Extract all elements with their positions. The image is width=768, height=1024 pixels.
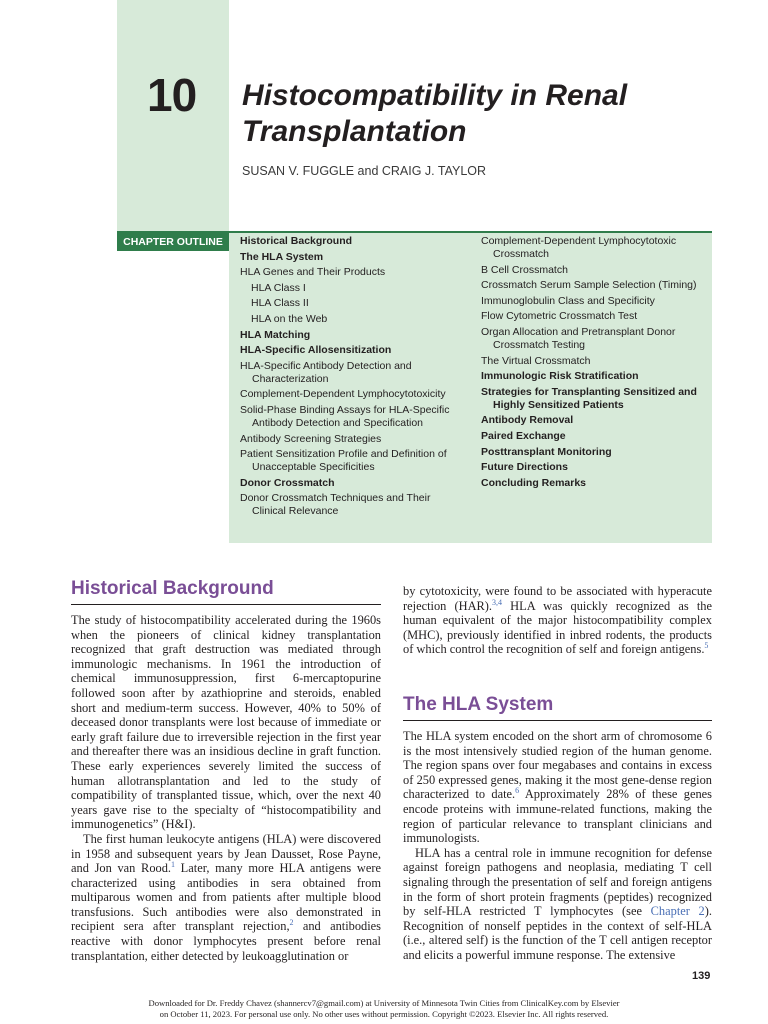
section-heading-historical-background: Historical Background	[71, 578, 274, 599]
chapter-authors: SUSAN V. FUGGLE and CRAIG J. TAYLOR	[242, 164, 487, 178]
section-heading-rule	[71, 604, 381, 605]
outline-item[interactable]: The Virtual Crossmatch	[481, 354, 591, 367]
paragraph: by cytotoxicity, were found to be associated with hyperacute rejection (HAR).$^{3,4}$ HLA was quickly recognized as the human equivalent of the major histocompatibility complex (MHC), previously identified in inbred rodents, the products of which control the recognition of self and foreign antigens.$^5$	[403, 584, 712, 657]
paragraph: The HLA system encoded on the short arm of chromosome 6 is the most intensively studied region of the human genome. The region spans over four megabases and contains in excess of 250 expressed genes, making it the most gene-dense region characterized to date.$^6$ Approximately 28% of these genes encode proteins with immune-related functions, making the region of particular relevance to transplant clinicians and immunologists.	[403, 729, 713, 846]
chapter-number: 10	[147, 69, 197, 121]
reference-link[interactable]: 1	[171, 859, 175, 869]
reference-link[interactable]: 6	[515, 786, 520, 796]
reference-link[interactable]: 2	[289, 918, 294, 928]
outline-item[interactable]: Immunologic Risk Stratification	[481, 370, 639, 383]
outline-item[interactable]: HLA-Specific Antibody Detection and Characterization	[240, 359, 412, 385]
outline-item[interactable]: HLA Class I	[251, 281, 306, 294]
paragraph: The first human leukocyte antigens (HLA) were discovered in 1958 and subsequent years by Jean Dausset, Rose Payne, and Jon van Rood.$^1$ Later, many more HLA antigens were characterized using antibodies in sera obtained from multiparous women and from patients after multiple blood transfusions. Such antibodies were also demonstrated in recipient sera after transplant rejection,$^2$ and antibodies reactive with donor lymphocytes present before renal transplantation, either detected by leukoagglutination or	[71, 831, 381, 963]
outline-item[interactable]: Complement-Dependent Lymphocytotoxicity	[240, 388, 446, 401]
outline-item[interactable]: Antibody Removal	[481, 414, 574, 427]
outline-item[interactable]: Concluding Remarks	[481, 476, 587, 489]
outline-item[interactable]: HLA Class II	[251, 297, 309, 310]
outline-column-1	[240, 235, 465, 521]
reference-link[interactable]: 3,4	[492, 597, 503, 607]
chapter-title: Histocompatibility in Renal Transplantation	[242, 79, 628, 148]
outline-label: CHAPTER OUTLINE	[117, 233, 229, 251]
outline-item[interactable]: Posttransplant Monitoring	[481, 445, 612, 458]
outline-item[interactable]: Immunoglobulin Class and Specificity	[481, 294, 655, 307]
section-heading-rule	[403, 720, 712, 721]
outline-item[interactable]: Historical Background	[240, 235, 353, 247]
outline-item[interactable]: Solid-Phase Binding Assays for HLA-Specific Antibody Detection and Specification	[240, 403, 450, 429]
outline-item[interactable]: HLA Matching	[240, 328, 311, 341]
outline-item[interactable]: Crossmatch Serum Sample Selection (Timing)	[481, 279, 697, 292]
chapter-cross-reference-link[interactable]: Chapter 2	[650, 904, 705, 919]
outline-item[interactable]: Flow Cytometric Crossmatch Test	[481, 310, 638, 323]
outline-item[interactable]: The HLA System	[240, 250, 324, 263]
outline-item[interactable]: HLA-Specific Allosensitization	[240, 344, 392, 357]
outline-item[interactable]: Paired Exchange	[481, 429, 566, 442]
footer-line: on October 11, 2023. For personal use only. No other uses without permission. Copyright ©2023. Elsevier Inc. All rights reserved.	[159, 1009, 609, 1019]
download-footer	[0, 998, 768, 1020]
outline-item[interactable]: Organ Allocation and Pretransplant Donor Crossmatch Testing	[481, 325, 676, 351]
right-column-continued-text	[403, 584, 712, 657]
outline-column-2	[481, 235, 709, 492]
right-column-text	[403, 729, 712, 963]
outline-item[interactable]: Complement-Dependent Lymphocytotoxic Crossmatch	[481, 235, 677, 260]
paragraph: HLA has a central role in immune recognition for defense against foreign pathogens and neoplasia, mediating T cell signaling through the presentation of self and foreign antigens in the form of short protein fragments (peptides) recognized by self-HLA restricted T lymphocytes (see Chapter 2). Recognition of nonself peptides in the context of self-HLA (i.e., altered self) is the function of the T cell antigen receptor and elicits a powerful immune response. The extensive	[403, 845, 712, 962]
outline-item[interactable]: Patient Sensitization Profile and Definition of Unacceptable Specificities	[240, 448, 447, 474]
left-column-text	[71, 613, 381, 963]
chapter-outline	[229, 233, 712, 543]
section-heading-hla-system: The HLA System	[403, 694, 554, 715]
paragraph: The study of histocompatibility accelerated during the 1960s when the pioneers of clinical kidney transplantation recognized that graft destruction was mediated through immunologic mechanisms. In 1961 the introduction of chemical immunosuppression, first 6-mercaptopurine followed soon after by azathioprine and steroids, enabled short and medium-term success. However, 40% to 50% of deceased donor transplants were lost because of immediate or early graft failure due to irreversible rejection in the first year and thereafter there was an insidious decline in graft function. These early experiences severely limited the success of human allotransplantation and led to the study of compatibility of transplanted tissue, which, over the next 40 years gave rise to the specialty of “histocompatibility and immunogenetics” (H&I).	[71, 613, 381, 832]
footer-line: Downloaded for Dr. Freddy Chavez (shannercv7@gmail.com) at University of Minnesota Twin Cities from ClinicalKey.com by Elsevier	[148, 998, 620, 1008]
page-number: 139	[692, 970, 711, 982]
outline-item[interactable]: Future Directions	[481, 461, 568, 474]
outline-item[interactable]: HLA Genes and Their Products	[240, 266, 386, 279]
outline-item[interactable]: HLA on the Web	[251, 312, 328, 325]
outline-item[interactable]: Strategies for Transplanting Sensitized and Highly Sensitized Patients	[481, 385, 697, 411]
outline-item[interactable]: Antibody Screening Strategies	[240, 432, 382, 445]
outline-item[interactable]: Donor Crossmatch	[240, 476, 335, 489]
outline-item[interactable]: B Cell Crossmatch	[481, 263, 568, 276]
outline-item[interactable]: Donor Crossmatch Techniques and Their Clinical Relevance	[240, 492, 431, 518]
reference-link[interactable]: 5	[704, 641, 709, 651]
